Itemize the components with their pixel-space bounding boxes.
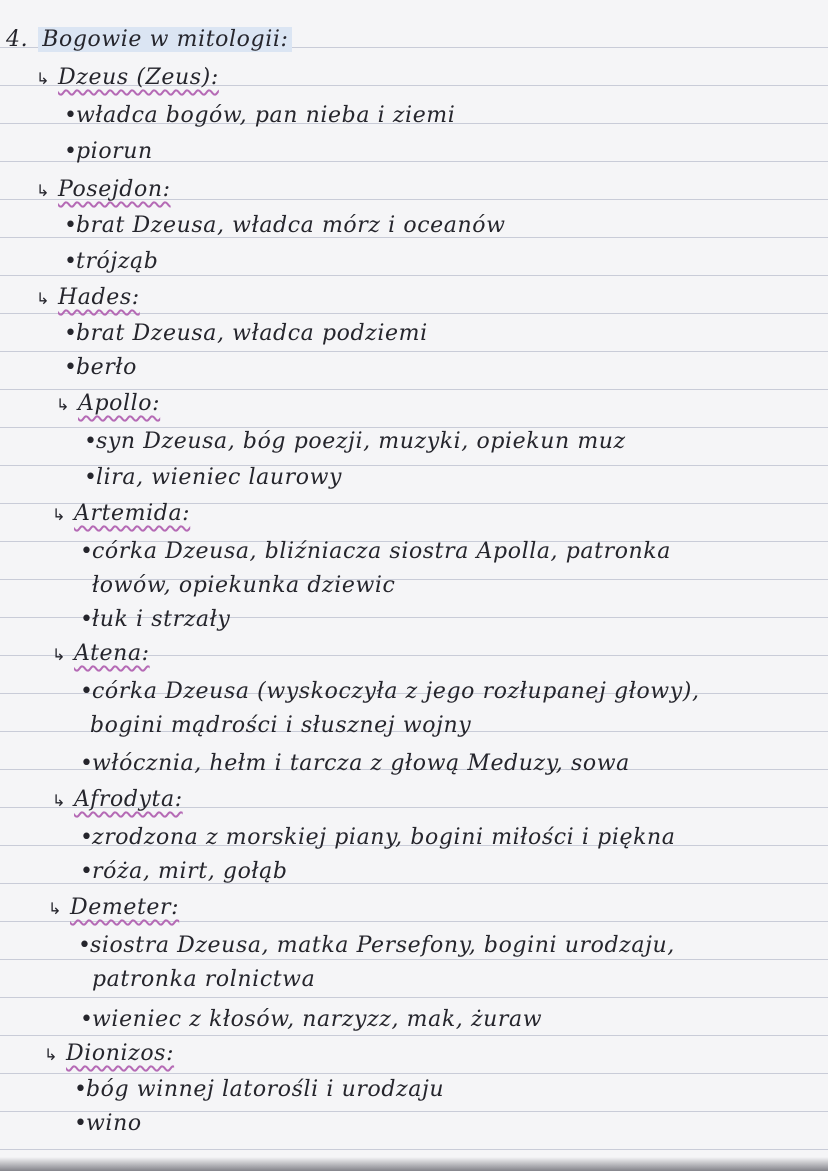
god-name: Afrodyta:: [74, 787, 183, 812]
arrow-icon: ↳: [36, 69, 51, 88]
bullet-icon: •: [80, 539, 94, 564]
god-name: Artemida:: [74, 501, 191, 526]
god-name: Hades:: [58, 285, 140, 310]
list-item: •lira, wieniec laurowy: [84, 465, 343, 490]
page-title: [6, 26, 292, 54]
list-item: •córka Dzeusa (wyskoczyła z jego rozłupanej głowy),: [80, 679, 700, 704]
bullet-icon: •: [74, 1111, 88, 1136]
god-heading-posejdon: [36, 176, 171, 205]
god-name: Dzeus (Zeus):: [58, 65, 219, 90]
list-item-continuation: bogini mądrości i słusznej wojny: [90, 713, 472, 738]
bullet-icon: •: [80, 607, 94, 632]
list-item: •władca bogów, pan nieba i ziemi: [64, 103, 456, 128]
list-item: •brat Dzeusa, władca podziemi: [64, 321, 428, 346]
arrow-icon: ↳: [52, 645, 67, 664]
god-name: Apollo:: [78, 391, 161, 416]
god-heading-atena: [52, 640, 150, 669]
list-item: •włócznia, hełm i tarcza z głową Meduzy, sowa: [80, 751, 630, 776]
section-title: Bogowie w mitologii:: [38, 27, 292, 52]
section-number: 4.: [6, 27, 29, 52]
list-item: •córka Dzeusa, bliźniacza siostra Apolla, patronka: [80, 539, 671, 564]
bullet-icon: •: [80, 751, 94, 776]
list-item: •siostra Dzeusa, matka Persefony, bogini urodzaju,: [78, 933, 675, 958]
bullet-icon: •: [80, 859, 94, 884]
bullet-icon: •: [64, 103, 78, 128]
arrow-icon: ↳: [44, 1045, 59, 1064]
arrow-icon: ↳: [52, 791, 67, 810]
arrow-icon: ↳: [52, 505, 67, 524]
list-item: •zrodzona z morskiej piany, bogini miłości i piękna: [80, 825, 676, 850]
list-item-continuation: łowów, opiekunka dziewic: [92, 573, 396, 598]
page-edge-shadow: [0, 1157, 828, 1171]
arrow-icon: ↳: [56, 395, 71, 414]
god-heading-hades: [36, 284, 140, 313]
bullet-icon: •: [64, 321, 78, 346]
bullet-icon: •: [64, 249, 78, 274]
bullet-icon: •: [80, 679, 94, 704]
arrow-icon: ↳: [36, 289, 51, 308]
bullet-icon: •: [84, 465, 98, 490]
god-heading-apollo: [56, 390, 160, 419]
arrow-icon: ↳: [48, 899, 63, 918]
bullet-icon: •: [80, 1007, 94, 1032]
list-item: •wino: [74, 1111, 142, 1136]
list-item: •bóg winnej latorośli i urodzaju: [74, 1077, 445, 1102]
god-heading-artemida: [52, 500, 190, 529]
god-heading-afrodyta: [52, 786, 183, 815]
god-heading-dionizos: [44, 1040, 174, 1069]
list-item: •róża, mirt, gołąb: [80, 859, 288, 884]
bullet-icon: •: [74, 1077, 88, 1102]
bullet-icon: •: [78, 933, 92, 958]
list-item: •piorun: [64, 139, 153, 164]
god-heading-demeter: [48, 894, 179, 923]
bullet-icon: •: [80, 825, 94, 850]
bullet-icon: •: [64, 355, 78, 380]
god-name: Dionizos:: [66, 1041, 175, 1066]
god-name: Atena:: [74, 641, 150, 666]
arrow-icon: ↳: [36, 181, 51, 200]
list-item: •trójząb: [64, 249, 159, 274]
bullet-icon: •: [64, 139, 78, 164]
god-heading-zeus: [36, 64, 219, 93]
list-item: •brat Dzeusa, władca mórz i oceanów: [64, 213, 506, 238]
list-item: •wieniec z kłosów, narzyzz, mak, żuraw: [80, 1007, 543, 1032]
list-item: •syn Dzeusa, bóg poezji, muzyki, opiekun muz: [84, 429, 626, 454]
bullet-icon: •: [64, 213, 78, 238]
bullet-icon: •: [84, 429, 98, 454]
list-item-continuation: patronka rolnictwa: [92, 967, 316, 992]
list-item: •berło: [64, 355, 137, 380]
list-item: •łuk i strzały: [80, 607, 231, 632]
god-name: Demeter:: [70, 895, 180, 920]
god-name: Posejdon:: [58, 177, 171, 202]
